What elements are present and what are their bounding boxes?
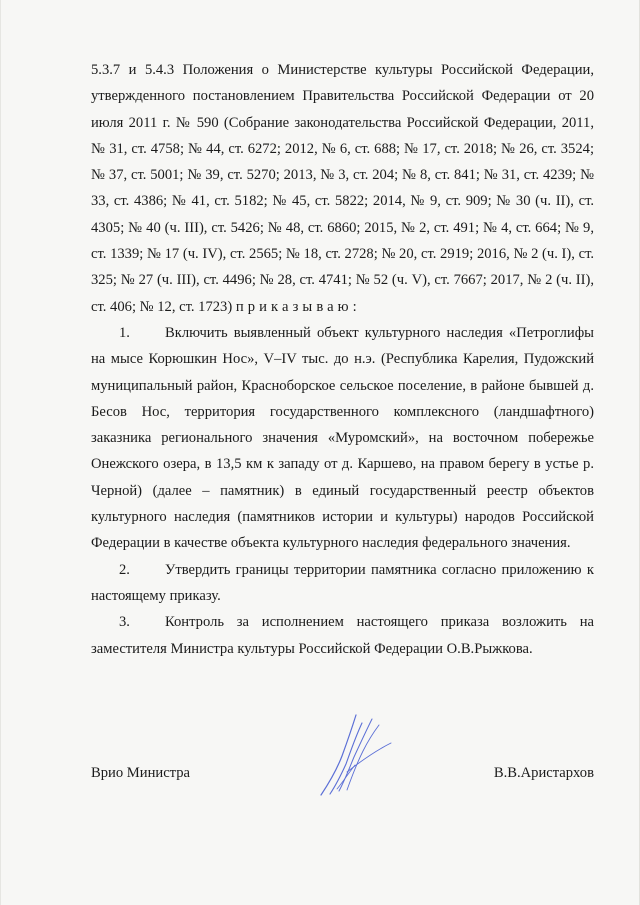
intro-paragraph	[91, 57, 594, 320]
signatory-name: В.В.Аристархов	[493, 765, 594, 781]
item-number: 1.	[119, 324, 130, 341]
item-number: 3.	[119, 614, 130, 631]
item-text: Включить выявленный объект культурного наследия «Петроглифы на мысе Корюшкин Нос», V–IV тыс. до н.э. (Республика Карелия, Пудожский муниципальный район, Красноборское сельское поселение, в районе бывшей д. Бесов Нос, территория государственного комплексного (ландшафтного) заказника регионального значения «Муромский», на восточном побережье Онежского озера, в 13,5 км к западу от д. Каршево, на правом берегу в устье р. Черной) (далее – памятник) в единый государственный реестр объектов культурного наследия (памятников истории и культуры) народов Российской Федерации в качестве объекта культурного наследия федерального значения.	[91, 324, 594, 552]
item-text: Утвердить границы территории памятника согласно приложению к настоящему приказу.	[91, 561, 594, 604]
item-number: 2.	[119, 561, 130, 578]
order-word: приказываю:	[235, 298, 361, 315]
document-body	[91, 57, 594, 662]
item-text: Контроль за исполнением настоящего приказа возложить на заместителя Министра культуры Российской Федерации О.В.Рыжкова.	[91, 614, 594, 657]
intro-text: 5.3.7 и 5.4.3 Положения о Министерстве культуры Российской Федерации, утвержденного постановлением Правительства Российской Федерации от 20 июля 2011 г. № 590 (Собрание законодательства Российской Федерации, 2011, № 31, ст. 4758; № 44, ст. 6272; 2012, № 6, ст. 688; № 17, ст. 2018; № 26, ст. 3524; № 37, ст. 5001; № 39, ст. 5270; 2013, № 3, ст. 204; № 8, ст. 841; № 31, ст. 4239; № 33, ст. 4386; № 41, ст. 5182; № 45, ст. 5822; 2014, № 9, ст. 909; № 30 (ч. II), ст. 4305; № 40 (ч. III), ст. 5426; № 48, ст. 6860; 2015, № 2, ст. 491; № 4, ст. 664; № 9, ст. 1339; № 17 (ч. IV), ст. 2565; № 18, ст. 2728; № 20, ст. 2919; 2016, № 2 (ч. I), ст. 325; № 27 (ч. III), ст. 4496; № 28, ст. 4741; № 52 (ч. V), ст. 7667; 2017, № 2 (ч. II), ст. 406; № 12, ст. 1723)	[91, 62, 594, 315]
signature-block	[91, 765, 594, 789]
list-item	[91, 557, 594, 610]
list-item	[91, 320, 594, 557]
signatory-position: Врио Министра	[91, 765, 190, 781]
list-item	[91, 609, 594, 662]
